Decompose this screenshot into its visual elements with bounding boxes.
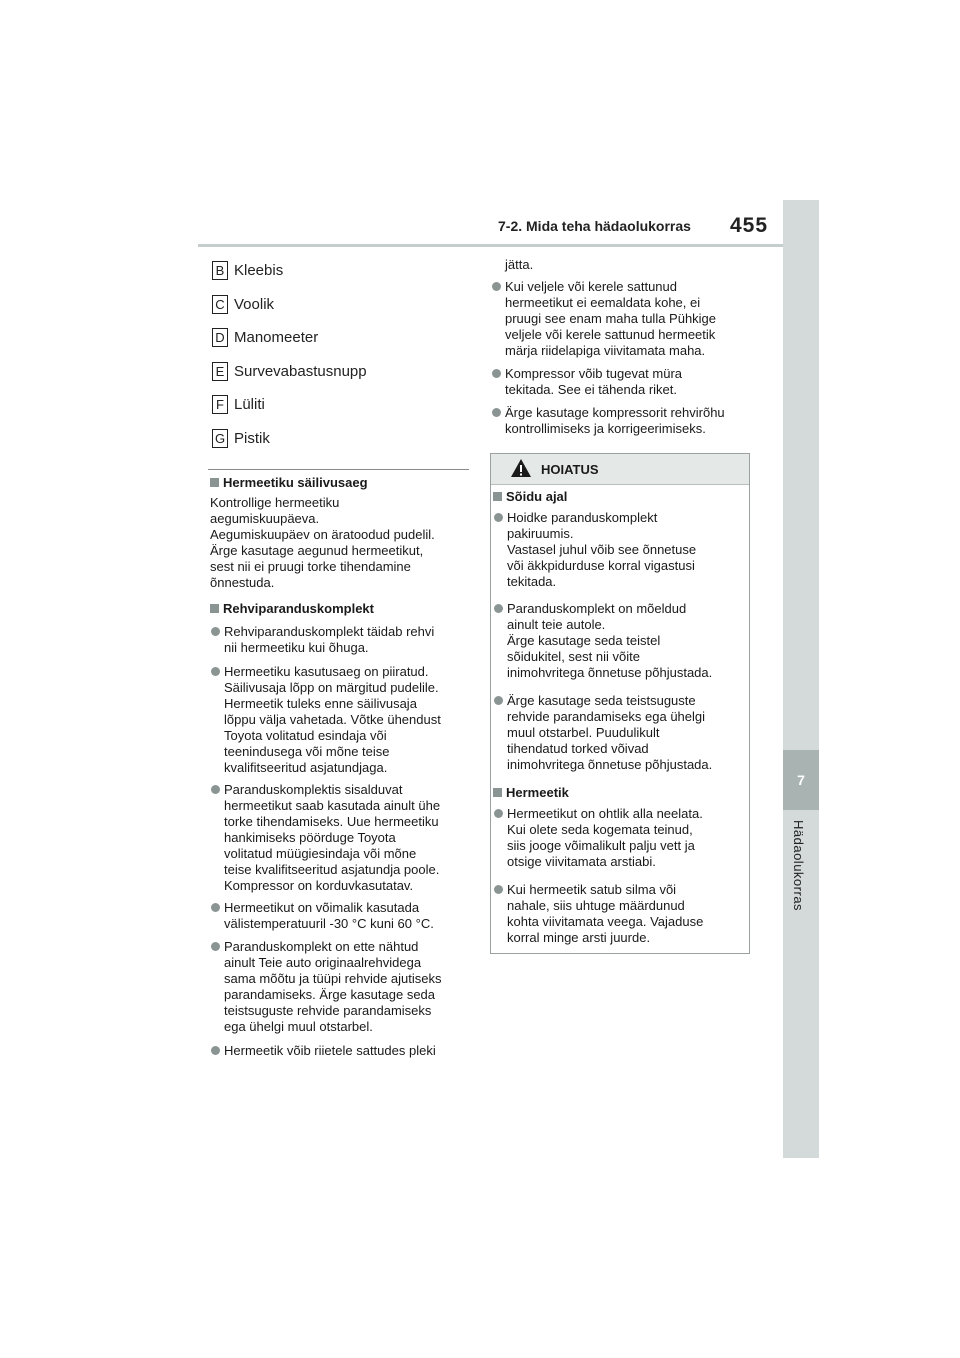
chapter-label-wrap [778,820,824,940]
kit-heading [210,601,374,616]
warning-triangle-icon [510,458,532,478]
section-divider [208,469,469,470]
part-item [212,327,318,347]
list-item-text: Kompressor võib tugevat müra tekitada. See ei tähenda riket. [505,366,683,397]
section-title: 7-2. Mida teha hädaolukorras [498,218,691,234]
kit-heading-text: Rehviparanduskomplekt [223,601,374,616]
part-letter: G [212,429,228,448]
page-number: 455 [730,214,769,237]
bullet-dot-icon [494,809,503,818]
shelf-life-text: Kontrollige hermeetiku aegumiskuupäeva. Aegumiskuupäev on äratoodud pudelil. Ärge kasutage aegunud hermeetikut, sest nii ei pruugi torke tihendamine õnnestuda. [210,495,435,590]
part-letter: E [212,362,228,381]
shelf-life-heading-text: Hermeetiku säilivusaeg [223,475,368,490]
bullet-dot-icon [211,667,220,676]
warning-title: HOIATUS [541,462,599,477]
part-item [212,428,270,448]
bullet-dot-icon [211,1046,220,1055]
list-item-text: Kui hermeetik satub silma või nahale, siis uhtuge määrdunud kohta viivitamata veega. Vajaduse korral minge arsti juurde. [507,882,704,945]
part-item [212,294,274,314]
square-bullet-icon [493,492,502,501]
bullet-dot-icon [494,604,503,613]
list-item-text: Hermeetikut on ohtlik alla neelata. Kui olete seda kogemata teinud, siis jooge võimalikult palju vett ja otsige viivitamata arstiabi. [507,806,703,869]
part-label: Manomeeter [234,328,319,346]
square-bullet-icon [493,788,502,797]
part-label: Pistik [234,429,270,447]
list-item-text: Hermeetiku kasutusaeg on piiratud. Säilivusaja lõpp on märgitud pudelile. Hermeetik tuleks enne säilivusaja lõppu välja vahetada. Võtke ühendust Toyota volitatud esindaja või teenindusega või mõne teise kvalifitseeritud asjatundjaga. [224,664,441,775]
bullet-dot-icon [211,627,220,636]
continuation-text: jätta. [505,257,534,272]
list-item-text: Hermeetik võib riietele sattudes pleki [224,1043,436,1058]
bullet-dot-icon [492,369,501,378]
list-item-text: Paranduskomplektis sisalduvat hermeetikut saab kasutada ainult ühe torke tihendamiseks. Uue hermeetiku hankimiseks pöörduge Toyota volitatud müügiesindaja või mõne teise kvalifitseeritud asjatundja poole. Kompressor on korduvkasutatav. [224,782,441,893]
bullet-dot-icon [211,903,220,912]
bullet-dot-icon [492,282,501,291]
bullet-dot-icon [492,408,501,417]
bullet-dot-icon [494,696,503,705]
driving-heading-text: Sõidu ajal [506,489,568,504]
chapter-number: 7 [797,772,805,788]
part-letter: C [212,295,228,314]
square-bullet-icon [210,478,219,487]
part-label: Voolik [234,295,275,313]
list-item-text: Paranduskomplekt on mõeldud ainult teie autole. Ärge kasutage seda teistel sõidukitel, sest nii võite inimohvritega õnnetuse põhjustada. [507,601,713,680]
part-item [212,394,265,414]
driving-heading [493,489,567,504]
list-item-text: Hoidke paranduskomplekt pakiruumis. Vastasel juhul võib see õnnetuse või äkkpidurduse korral vigastusi tekitada. [507,510,697,589]
bullet-dot-icon [211,942,220,951]
list-item-text: Ärge kasutage kompressorit rehvirõhu kontrollimiseks ja korrigeerimiseks. [505,405,725,436]
part-label: Kleebis [234,261,284,279]
part-letter: F [212,395,228,414]
bullet-dot-icon [494,885,503,894]
part-label: Lüliti [234,395,265,413]
part-item [212,260,283,280]
part-letter: D [212,328,228,347]
list-item-text: Hermeetikut on võimalik kasutada välistemperatuuril -30 °C kuni 60 °C. [224,900,434,931]
part-item [212,361,367,381]
list-item-text: Ärge kasutage seda teistsuguste rehvide parandamiseks ega ühelgi muul otstarbel. Puudulikult tihendatud torked võivad inimohvritega õnnetuse põhjustada. [507,693,713,772]
header-rule [198,244,783,247]
chapter-label: Hädaolukorras [791,820,806,912]
part-label: Survevabastusnupp [234,362,367,380]
list-item-text: Kui veljele või kerele sattunud hermeetikut ei eemaldata kohe, ei pruugi see enam maha tulla Pühkige veljele või kerele sattunud hermeetik märja riidelapiga viivitamata maha. [505,279,717,358]
sealant-heading [493,785,569,800]
sealant-heading-text: Hermeetik [506,785,569,800]
shelf-life-heading [210,475,368,490]
list-item-text: Paranduskomplekt on ette nähtud ainult Teie auto originaalrehvidega sama mõõtu ja tüüpi rehvide ajutiseks parandamiseks. Ärge kasutage seda teistsuguste rehvide parandamiseks ega ühelgi muul otstarbel. [224,939,442,1034]
chapter-side-tab [783,200,819,1158]
square-bullet-icon [210,604,219,613]
list-item-text: Rehviparanduskomplekt täidab rehvi nii hermeetiku kui õhuga. [224,624,435,655]
bullet-dot-icon [494,513,503,522]
part-letter: B [212,261,228,280]
bullet-dot-icon [211,785,220,794]
